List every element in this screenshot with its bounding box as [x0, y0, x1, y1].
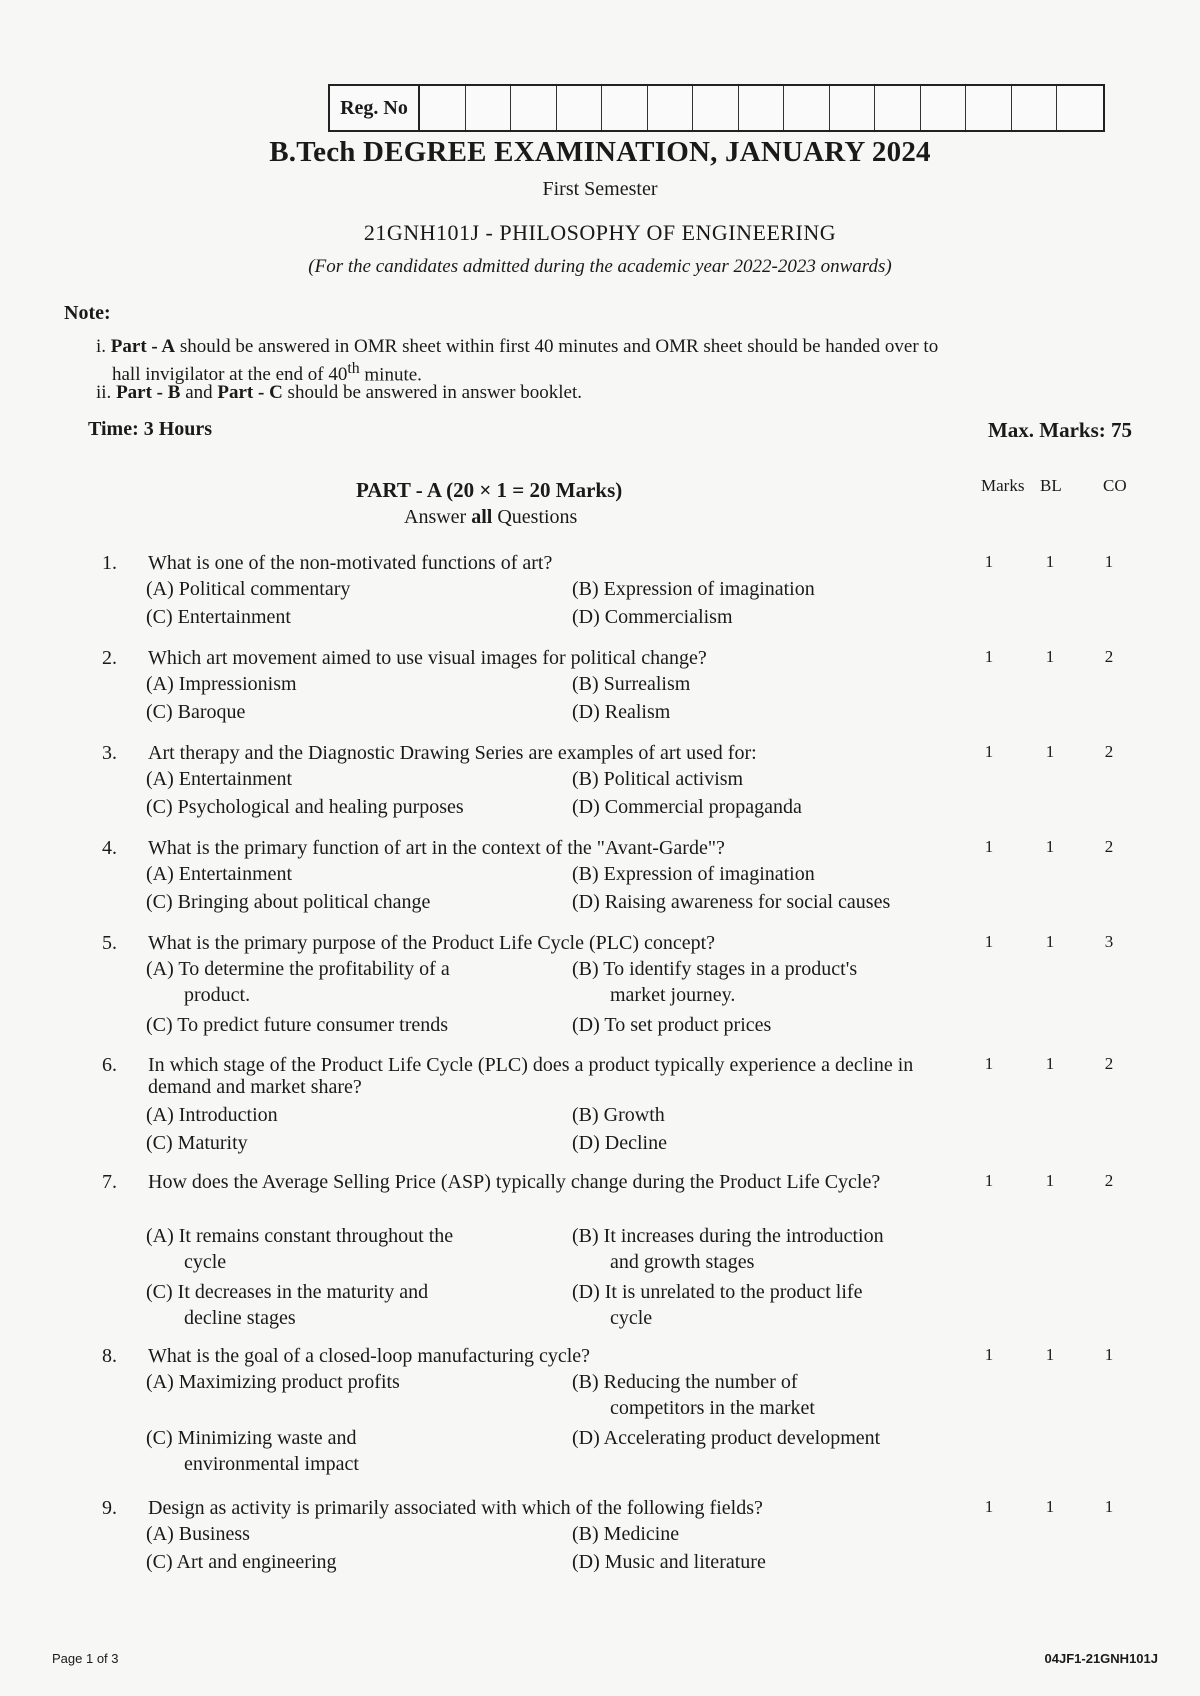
paper-code: 04JF1-21GNH101J: [1044, 1651, 1158, 1666]
question-text: What is the goal of a closed-loop manufacturing cycle?: [148, 1345, 591, 1367]
option-b: [572, 1223, 972, 1275]
note-1: [96, 336, 1146, 386]
question-number: 8.: [102, 1345, 117, 1367]
page-number: Page 1 of 3: [52, 1651, 119, 1666]
reg-no-cell: [966, 86, 1012, 130]
option-c-line2: decline stages: [184, 1307, 296, 1329]
option-b: [572, 1369, 972, 1421]
option-c: (C) Art and engineering: [146, 1551, 337, 1573]
question-text: What is the primary purpose of the Product Life Cycle (PLC) concept?: [148, 932, 716, 954]
question-marks: 1: [984, 1345, 994, 1364]
course-title: 21GNH101J - PHILOSOPHY OF ENGINEERING: [363, 220, 837, 245]
note-1-sup: th: [347, 360, 360, 377]
max-marks: Max. Marks: 75: [987, 418, 1132, 442]
option-b: (B) Growth: [572, 1104, 665, 1126]
note-1-end: minute.: [359, 364, 422, 386]
option-a: (A) Maximizing product profits: [146, 1371, 400, 1393]
part-a-title: PART - A (20 × 1 = 20 Marks): [356, 478, 623, 502]
admitted-note: (For the candidates admitted during the academic year 2022-2023 onwards): [308, 256, 892, 277]
option-a: [146, 956, 546, 1008]
option-d-line1: (D) It is unrelated to the product life: [572, 1281, 863, 1303]
option-b: (B) Political activism: [572, 768, 744, 790]
question-text: Design as activity is primarily associated with which of the following fields?: [148, 1497, 763, 1519]
question-text: Art therapy and the Diagnostic Drawing Series are examples of art used for:: [148, 742, 757, 764]
option-d: (D) Commercial propaganda: [572, 796, 802, 818]
question-marks: 1: [984, 1171, 994, 1190]
question-number: 2.: [102, 647, 117, 669]
reg-no-cell: [784, 86, 830, 130]
option-d: [572, 1279, 972, 1331]
reg-no-cell: [1057, 86, 1103, 130]
option-b: (B) Expression of imagination: [572, 578, 815, 600]
reg-no-cell: [420, 86, 466, 130]
question-co: 1: [1104, 1497, 1114, 1516]
question-number: 1.: [102, 552, 117, 574]
option-a-line2: product.: [184, 984, 251, 1006]
answer-suffix: Questions: [492, 506, 578, 528]
time-duration: Time: 3 Hours: [88, 418, 213, 440]
reg-no-cell: [602, 86, 648, 130]
reg-no-box: [328, 84, 1105, 132]
question-number: 3.: [102, 742, 117, 764]
option-d: (D) Decline: [572, 1132, 667, 1154]
option-a: (A) Entertainment: [146, 863, 293, 885]
question-number: 9.: [102, 1497, 117, 1519]
option-a: (A) Introduction: [146, 1104, 278, 1126]
option-d-line2: cycle: [610, 1307, 653, 1329]
question-bl: 1: [1045, 1054, 1055, 1073]
reg-no-cell: [1012, 86, 1058, 130]
option-a: [146, 1223, 546, 1275]
option-b-line2: and growth stages: [610, 1251, 755, 1273]
reg-no-cell: [693, 86, 739, 130]
option-b-line1: (B) Reducing the number of: [572, 1371, 798, 1393]
question-co: 1: [1104, 552, 1114, 571]
question-bl: 1: [1045, 1497, 1055, 1516]
option-d: (D) Music and literature: [572, 1551, 766, 1573]
option-a: (A) Impressionism: [146, 673, 297, 695]
option-b: (B) Expression of imagination: [572, 863, 815, 885]
column-header-co: CO: [1103, 476, 1127, 495]
option-c-line2: environmental impact: [184, 1453, 359, 1475]
question-marks: 1: [984, 552, 994, 571]
option-b-line2: market journey.: [610, 984, 736, 1006]
question-bl: 1: [1045, 742, 1055, 761]
option-b-line1: (B) It increases during the introduction: [572, 1225, 884, 1247]
note-1-line1: should be answered in OMR sheet within first 40 minutes and OMR sheet should be handed over to: [175, 336, 939, 357]
reg-no-cell: [739, 86, 785, 130]
question-marks: 1: [984, 837, 994, 856]
option-c: (C) Baroque: [146, 701, 246, 723]
option-b-line1: (B) To identify stages in a product's: [572, 958, 858, 980]
question-marks: 1: [984, 1054, 994, 1073]
option-a: (A) Business: [146, 1523, 250, 1545]
note-1-prefix: i.: [96, 336, 107, 357]
option-d: (D) To set product prices: [572, 1014, 772, 1036]
option-c: [146, 1279, 546, 1331]
option-c-line1: (C) Minimizing waste and: [146, 1427, 357, 1449]
question-text: What is one of the non-motivated functions of art?: [148, 552, 553, 574]
semester: First Semester: [542, 178, 658, 200]
note-1-line2: hall invigilator at the end of 40: [112, 364, 348, 386]
question-number: 6.: [102, 1054, 117, 1076]
answer-all-instruction: [404, 506, 577, 529]
question-marks: 1: [984, 647, 994, 666]
option-d: (D) Raising awareness for social causes: [572, 891, 891, 913]
question-marks: 1: [984, 1497, 994, 1516]
reg-no-cells: [420, 86, 1103, 130]
option-c: [146, 1425, 546, 1477]
question-co: 2: [1104, 647, 1114, 666]
option-d: (D) Accelerating product development: [572, 1427, 881, 1449]
answer-prefix: Answer: [404, 506, 472, 528]
option-c: (C) Maturity: [146, 1132, 248, 1154]
option-a-line1: (A) To determine the profitability of a: [146, 958, 450, 980]
question-text: How does the Average Selling Price (ASP) typically change during the Product Life Cycle?: [148, 1171, 881, 1193]
question-marks: 1: [984, 742, 994, 761]
note-2-bold2: Part - C: [217, 382, 283, 403]
exam-title: B.Tech DEGREE EXAMINATION, JANUARY 2024: [269, 136, 931, 168]
question-bl: 1: [1045, 1345, 1055, 1364]
option-b: (B) Surrealism: [572, 673, 691, 695]
option-a: (A) Entertainment: [146, 768, 293, 790]
note-1-bold: Part - A: [110, 336, 176, 357]
question-number: 4.: [102, 837, 117, 859]
note-2: [96, 382, 582, 404]
option-c: (C) Bringing about political change: [146, 891, 431, 913]
question-bl: 1: [1045, 932, 1055, 951]
column-header-bl: BL: [1040, 476, 1062, 495]
question-bl: 1: [1045, 552, 1055, 571]
note-2-text: should be answered in answer booklet.: [282, 382, 582, 403]
option-a: (A) Political commentary: [146, 578, 351, 600]
reg-no-cell: [511, 86, 557, 130]
question-text: What is the primary function of art in the context of the "Avant-Garde"?: [148, 837, 725, 859]
question-text: Which art movement aimed to use visual images for political change?: [148, 647, 707, 669]
question-co: 1: [1104, 1345, 1114, 1364]
reg-no-cell: [648, 86, 694, 130]
question-co: 2: [1104, 1171, 1114, 1190]
option-c: (C) Entertainment: [146, 606, 291, 628]
question-bl: 1: [1045, 647, 1055, 666]
question-bl: 1: [1045, 837, 1055, 856]
option-d: (D) Realism: [572, 701, 671, 723]
question-co: 2: [1104, 742, 1114, 761]
option-b-line2: competitors in the market: [610, 1397, 815, 1419]
option-b: (B) Medicine: [572, 1523, 680, 1545]
reg-no-cell: [921, 86, 967, 130]
option-c-line1: (C) It decreases in the maturity and: [146, 1281, 429, 1303]
option-c: (C) To predict future consumer trends: [146, 1014, 449, 1036]
answer-bold: all: [471, 506, 493, 528]
option-a-line1: (A) It remains constant throughout the: [146, 1225, 454, 1247]
question-number: 5.: [102, 932, 117, 954]
column-header-marks: Marks: [981, 476, 1025, 495]
reg-no-cell: [466, 86, 512, 130]
note-title: Note:: [64, 302, 111, 324]
question-co: 2: [1104, 837, 1114, 856]
option-c: (C) Psychological and healing purposes: [146, 796, 464, 818]
note-2-prefix: ii.: [96, 382, 112, 403]
reg-no-cell: [830, 86, 876, 130]
option-b: [572, 956, 972, 1008]
note-2-mid: and: [180, 382, 218, 403]
note-2-bold1: Part - B: [116, 382, 181, 403]
question-bl: 1: [1045, 1171, 1055, 1190]
question-number: 7.: [102, 1171, 117, 1193]
question-marks: 1: [984, 932, 994, 951]
reg-no-label: Reg. No: [330, 86, 420, 130]
option-d: (D) Commercialism: [572, 606, 733, 628]
question-co: 2: [1104, 1054, 1114, 1073]
reg-no-cell: [875, 86, 921, 130]
option-a-line2: cycle: [184, 1251, 227, 1273]
reg-no-cell: [557, 86, 603, 130]
question-text: In which stage of the Product Life Cycle (PLC) does a product typically experience a decline in demand and market share?: [148, 1054, 914, 1098]
question-co: 3: [1104, 932, 1114, 951]
